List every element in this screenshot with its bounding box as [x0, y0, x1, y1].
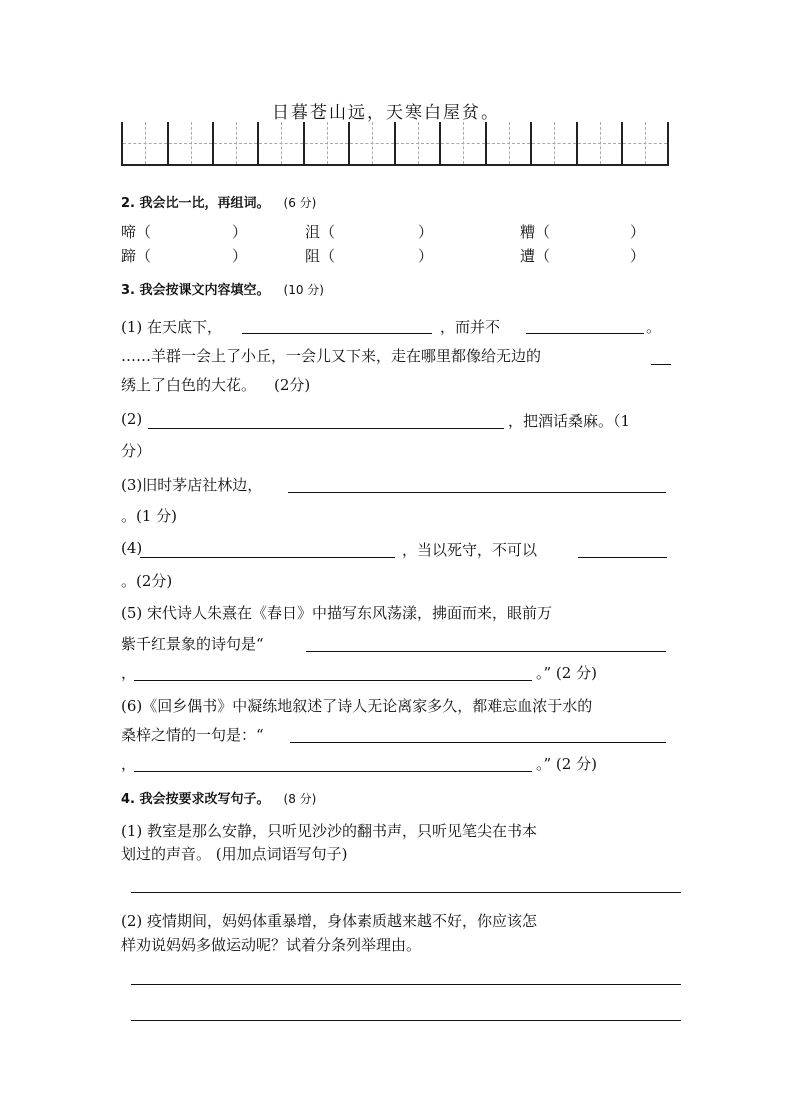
q3-6-text-c: ，	[121, 755, 137, 773]
section-2-heading: 2. 我会比一比，再组词。 (6 分)	[121, 196, 317, 211]
compare-char-3: 糟（	[520, 223, 551, 241]
q3-4-blank-1[interactable]	[140, 557, 395, 558]
q3-6-text-a: (6)《回乡偶书》中凝练地叙述了诗人无论离家多久，都难忘血浓于水的	[121, 697, 593, 715]
q3-1-text-e: 绣上了白色的大花。 (2分)	[121, 376, 311, 394]
q3-5-text-b: 紫千红景象的诗句是“	[121, 635, 264, 653]
q3-1-blank-1[interactable]	[242, 333, 432, 334]
q3-2-blank[interactable]	[148, 428, 504, 429]
compare-close-3: ）	[630, 223, 646, 241]
q3-4-text-b: ，当以死守，不可以	[402, 541, 538, 559]
q3-6-text-d: 。” (2 分)	[536, 755, 597, 773]
q3-2-text-b: ，把酒话桑麻。（1	[508, 412, 631, 430]
q3-6-text-b: 桑梓之情的一句是：“	[121, 726, 264, 744]
q4-1-answer-line[interactable]	[131, 892, 681, 893]
q3-3-blank[interactable]	[288, 492, 666, 493]
q4-1-text-b: 划过的声音。 (用加点词语写句子)	[121, 845, 348, 863]
q4-2-answer-line-2[interactable]	[131, 1020, 681, 1021]
compare-close-5: ）	[418, 247, 434, 265]
q3-5-blank-1[interactable]	[306, 651, 666, 652]
q4-1-text-a: (1) 教室是那么安静，只听见沙沙的翻书声，只听见笔尖在书本	[121, 822, 538, 840]
q4-2-text-a: (2) 疫情期间，妈妈体重暴增，身体素质越来越不好，你应该怎	[121, 912, 538, 930]
q3-2-text-a: (2)	[121, 410, 143, 428]
compare-close-6: ）	[630, 247, 646, 265]
section-4-heading: 4. 我会按要求改写句子。 (8 分)	[121, 792, 317, 807]
poem-line: 日暮苍山远，天寒白屋贫。	[272, 103, 500, 123]
q3-4-text-c: 。(2分)	[121, 572, 173, 590]
compare-close-4: ）	[232, 247, 248, 265]
q3-1-text-a: (1) 在天底下，	[121, 318, 223, 336]
q3-5-text-c: ，	[121, 664, 137, 682]
q3-4-blank-2[interactable]	[578, 557, 667, 558]
q3-1-text-d: ……羊群一会上了小丘，一会儿又下来，走在哪里都像给无边的	[121, 347, 542, 365]
compare-char-6: 遭（	[520, 247, 551, 265]
compare-char-1: 啼（	[121, 223, 152, 241]
q3-5-text-a: (5) 宋代诗人朱熹在《春日》中描写东风荡漾，拂面而来，眼前万	[121, 604, 553, 622]
compare-char-2: 沮（	[305, 223, 336, 241]
q3-4-text-a: (4)	[121, 539, 143, 557]
q3-1-blank-2[interactable]	[526, 333, 644, 334]
q4-2-text-b: 样劝说妈妈多做运动呢？试着分条列举理由。	[121, 936, 422, 954]
q3-3-text-b: 。(1 分)	[121, 507, 178, 525]
q3-5-blank-2[interactable]	[134, 680, 532, 681]
compare-close-1: ）	[232, 223, 248, 241]
q3-1-text-b: ，而并不	[440, 318, 501, 336]
compare-close-2: ）	[418, 223, 434, 241]
q3-6-blank-1[interactable]	[290, 742, 666, 743]
q3-2-text-c: 分）	[121, 442, 152, 460]
q3-3-text-a: (3)旧时茅店社林边，	[121, 476, 263, 494]
q3-1-blank-3[interactable]	[651, 364, 671, 365]
section-3-heading: 3. 我会按课文内容填空。 (10 分)	[121, 283, 324, 298]
q3-5-text-d: 。” (2 分)	[536, 664, 597, 682]
q4-2-answer-line-1[interactable]	[131, 984, 681, 985]
q3-6-blank-2[interactable]	[134, 771, 532, 772]
q3-1-text-c: 。	[646, 318, 662, 336]
compare-char-4: 蹄（	[121, 247, 152, 265]
writing-grid	[121, 122, 669, 166]
compare-char-5: 阻（	[305, 247, 336, 265]
